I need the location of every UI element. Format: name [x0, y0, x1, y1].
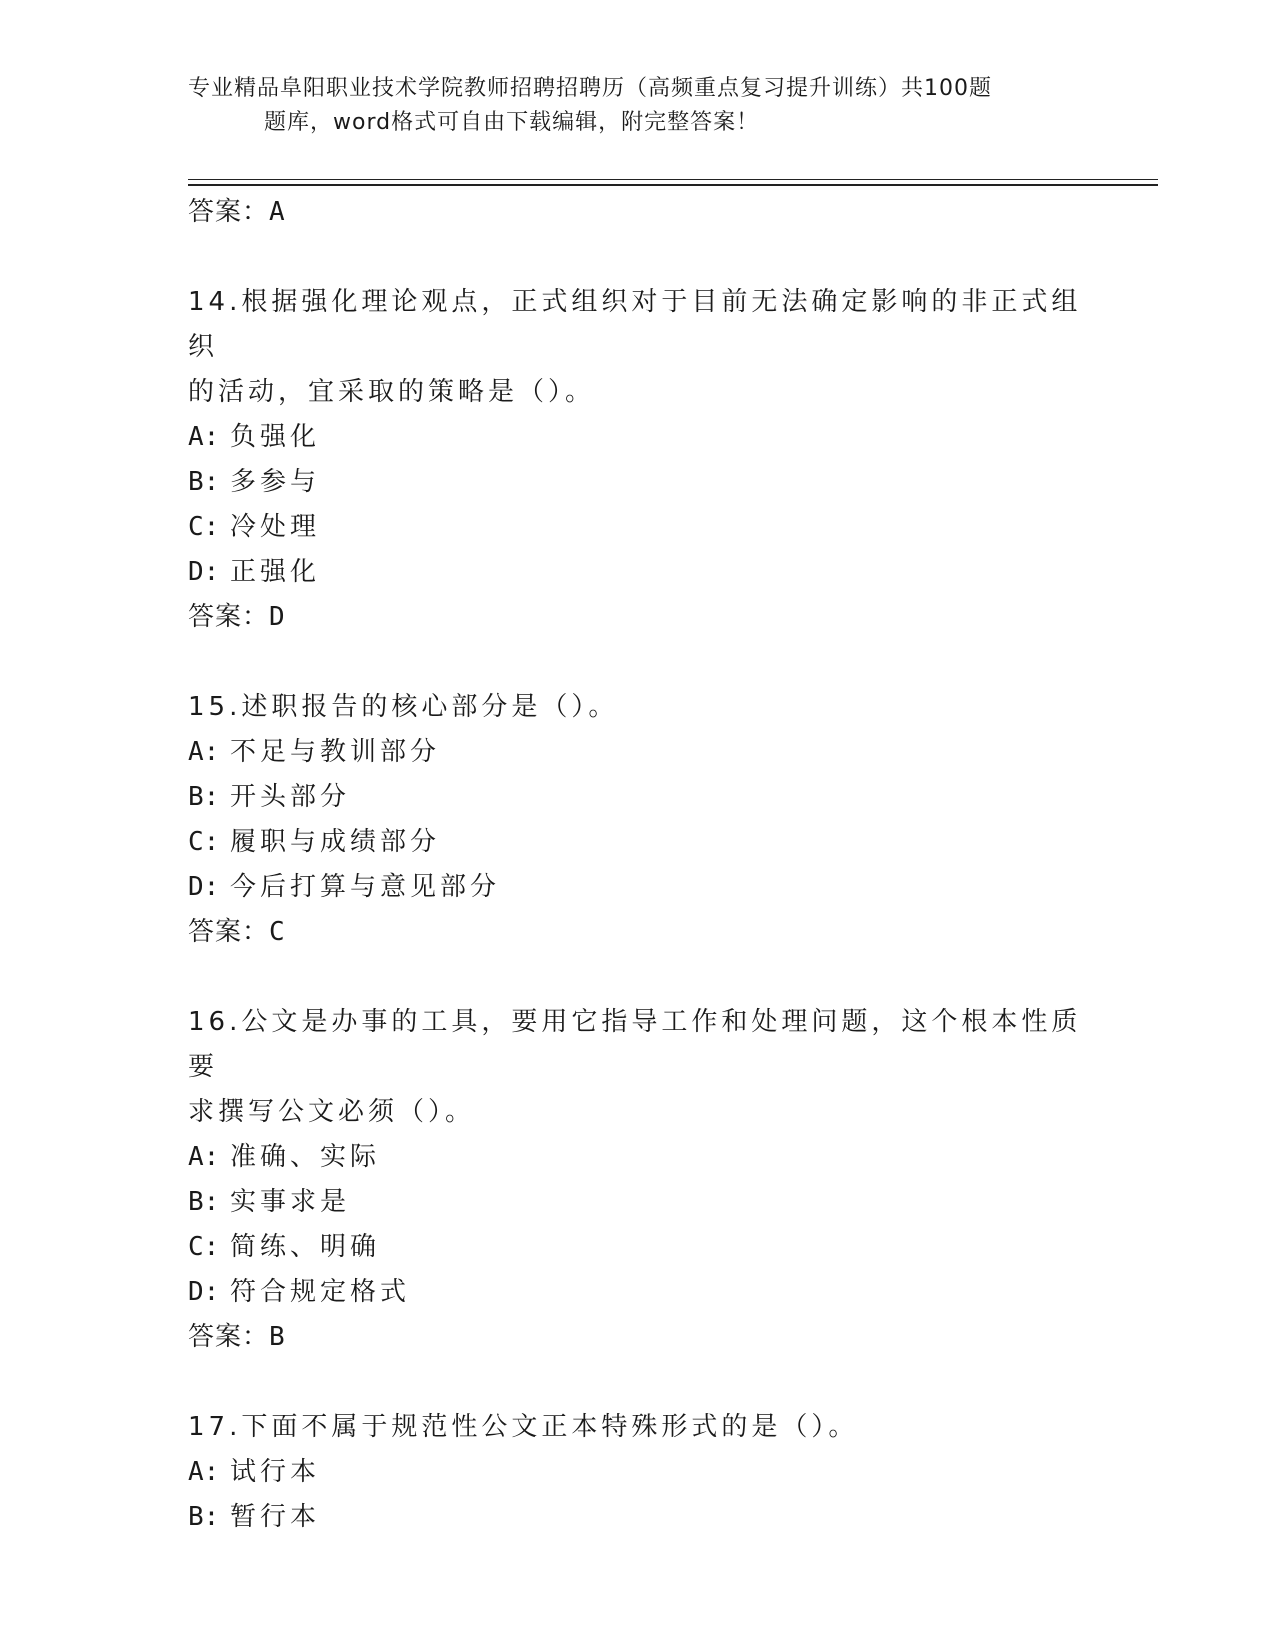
option-text: 履职与成绩部分 — [230, 827, 441, 857]
option-b — [188, 460, 1088, 505]
option-d — [188, 865, 1088, 910]
option-text: 多参与 — [230, 467, 321, 497]
header-title-line1: 专业精品阜阳职业技术学院教师招聘招聘历（高频重点复习提升训练）共100题 — [188, 76, 992, 101]
question-16 — [188, 1000, 1088, 1359]
header-title-line2: 题库，word格式可自由下载编辑，附完整答案！ — [264, 110, 760, 135]
option-a — [188, 415, 1088, 460]
option-key: D: — [188, 1277, 220, 1307]
option-a — [188, 1135, 1088, 1180]
option-text: 实事求是 — [230, 1187, 351, 1217]
option-b — [188, 1495, 1088, 1540]
option-text: 冷处理 — [230, 512, 321, 542]
answer-label: 答案： — [188, 1322, 270, 1352]
question-stem-line: 求撰写公文必须（）。 — [188, 1097, 476, 1127]
option-text: 简练、明确 — [230, 1232, 381, 1262]
answer-value: B — [269, 1322, 286, 1352]
header-divider-thin — [188, 179, 1158, 180]
question-stem-line: 15.述职报告的核心部分是（）。 — [188, 692, 619, 722]
option-key: D: — [188, 872, 220, 902]
option-text: 今后打算与意见部分 — [230, 872, 501, 902]
option-text: 正强化 — [230, 557, 321, 587]
option-key: C: — [188, 512, 220, 542]
question-stem-line: 14.根据强化理论观点，正式组织对于目前无法确定影响的非正式组织 — [188, 287, 1082, 362]
answer-line-q15 — [188, 910, 1088, 954]
option-key: B: — [188, 782, 220, 812]
option-c — [188, 1225, 1088, 1270]
question-stem — [188, 1000, 1088, 1135]
answer-line-q16 — [188, 1315, 1088, 1359]
header-divider-thick — [188, 184, 1158, 186]
answer-value: D — [269, 602, 286, 632]
document-header — [188, 72, 1088, 140]
option-key: B: — [188, 1187, 220, 1217]
option-text: 开头部分 — [230, 782, 351, 812]
option-text: 暂行本 — [230, 1502, 321, 1532]
question-list — [188, 190, 1088, 1540]
option-key: A: — [188, 1142, 220, 1172]
option-text: 负强化 — [230, 422, 321, 452]
question-stem-line: 17.下面不属于规范性公文正本特殊形式的是（）。 — [188, 1412, 859, 1442]
answer-label: 答案： — [188, 197, 270, 227]
answer-line-q13 — [188, 190, 1088, 234]
question-stem-line: 的活动，宜采取的策略是（）。 — [188, 377, 596, 407]
option-c — [188, 820, 1088, 865]
option-text: 符合规定格式 — [230, 1277, 411, 1307]
option-key: A: — [188, 737, 220, 767]
option-d — [188, 550, 1088, 595]
answer-label: 答案： — [188, 602, 270, 632]
spacer — [188, 954, 1088, 1000]
option-text: 准确、实际 — [230, 1142, 381, 1172]
option-key: C: — [188, 827, 220, 857]
option-b — [188, 1180, 1088, 1225]
question-15 — [188, 685, 1088, 954]
option-key: B: — [188, 467, 220, 497]
option-key: D: — [188, 557, 220, 587]
question-stem-line: 16.公文是办事的工具，要用它指导工作和处理问题，这个根本性质要 — [188, 1007, 1082, 1082]
question-17 — [188, 1405, 1088, 1540]
option-key: A: — [188, 422, 220, 452]
option-a — [188, 1450, 1088, 1495]
spacer — [188, 234, 1088, 280]
question-stem — [188, 1405, 1088, 1450]
question-14 — [188, 280, 1088, 639]
option-key: B: — [188, 1502, 220, 1532]
option-key: A: — [188, 1457, 220, 1487]
option-d — [188, 1270, 1088, 1315]
option-b — [188, 775, 1088, 820]
question-stem — [188, 280, 1088, 415]
option-a — [188, 730, 1088, 775]
option-text: 试行本 — [230, 1457, 321, 1487]
option-c — [188, 505, 1088, 550]
answer-line-q14 — [188, 595, 1088, 639]
answer-value: A — [269, 197, 286, 227]
question-stem — [188, 685, 1088, 730]
spacer — [188, 1359, 1088, 1405]
option-key: C: — [188, 1232, 220, 1262]
answer-value: C — [269, 917, 286, 947]
spacer — [188, 639, 1088, 685]
option-text: 不足与教训部分 — [230, 737, 441, 767]
answer-label: 答案： — [188, 917, 270, 947]
